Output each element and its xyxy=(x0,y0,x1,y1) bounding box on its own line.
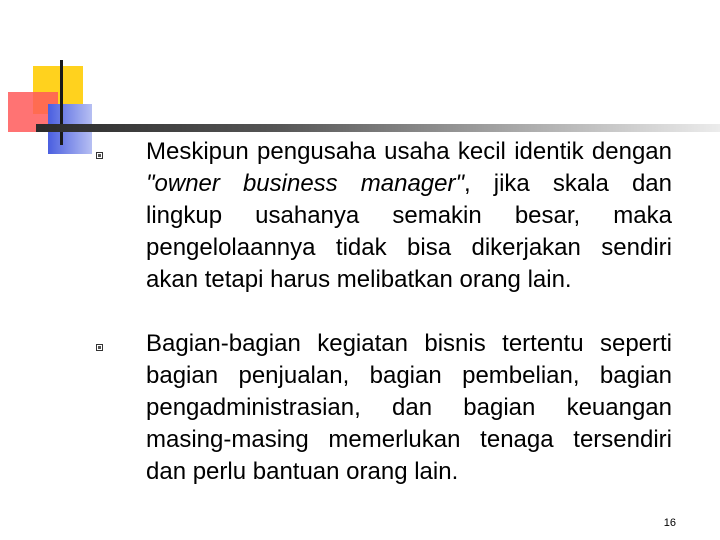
page-number: 16 xyxy=(663,517,676,529)
decor-vertical-line xyxy=(60,60,63,145)
bullet-1-text-italic: "owner business manager" xyxy=(146,170,465,197)
bullet-paragraph-1 xyxy=(146,136,672,296)
bullet-paragraph-2: Bagian‐bagian kegiatan bisnis tertentu seperti bagian penjualan, bagian pembelian, bagian pengadministrasian, dan bagian keuangan masing‐masing memerlukan tenaga tersendiri dan perlu bantuan orang lain. xyxy=(146,330,672,485)
bullet-1-text-before: Meskipun pengusaha usaha kecil identik dengan xyxy=(146,138,672,165)
bullet-1-text-after: , jika skala dan lingkup usahanya semakin besar, maka pengelolaannya tidak bisa dikerjakan sendiri akan tetapi harus melibatkan orang lain. xyxy=(146,170,672,293)
title-divider-rule xyxy=(36,124,720,132)
bullet-square-icon xyxy=(96,152,103,159)
bullet-square-icon xyxy=(96,344,103,351)
